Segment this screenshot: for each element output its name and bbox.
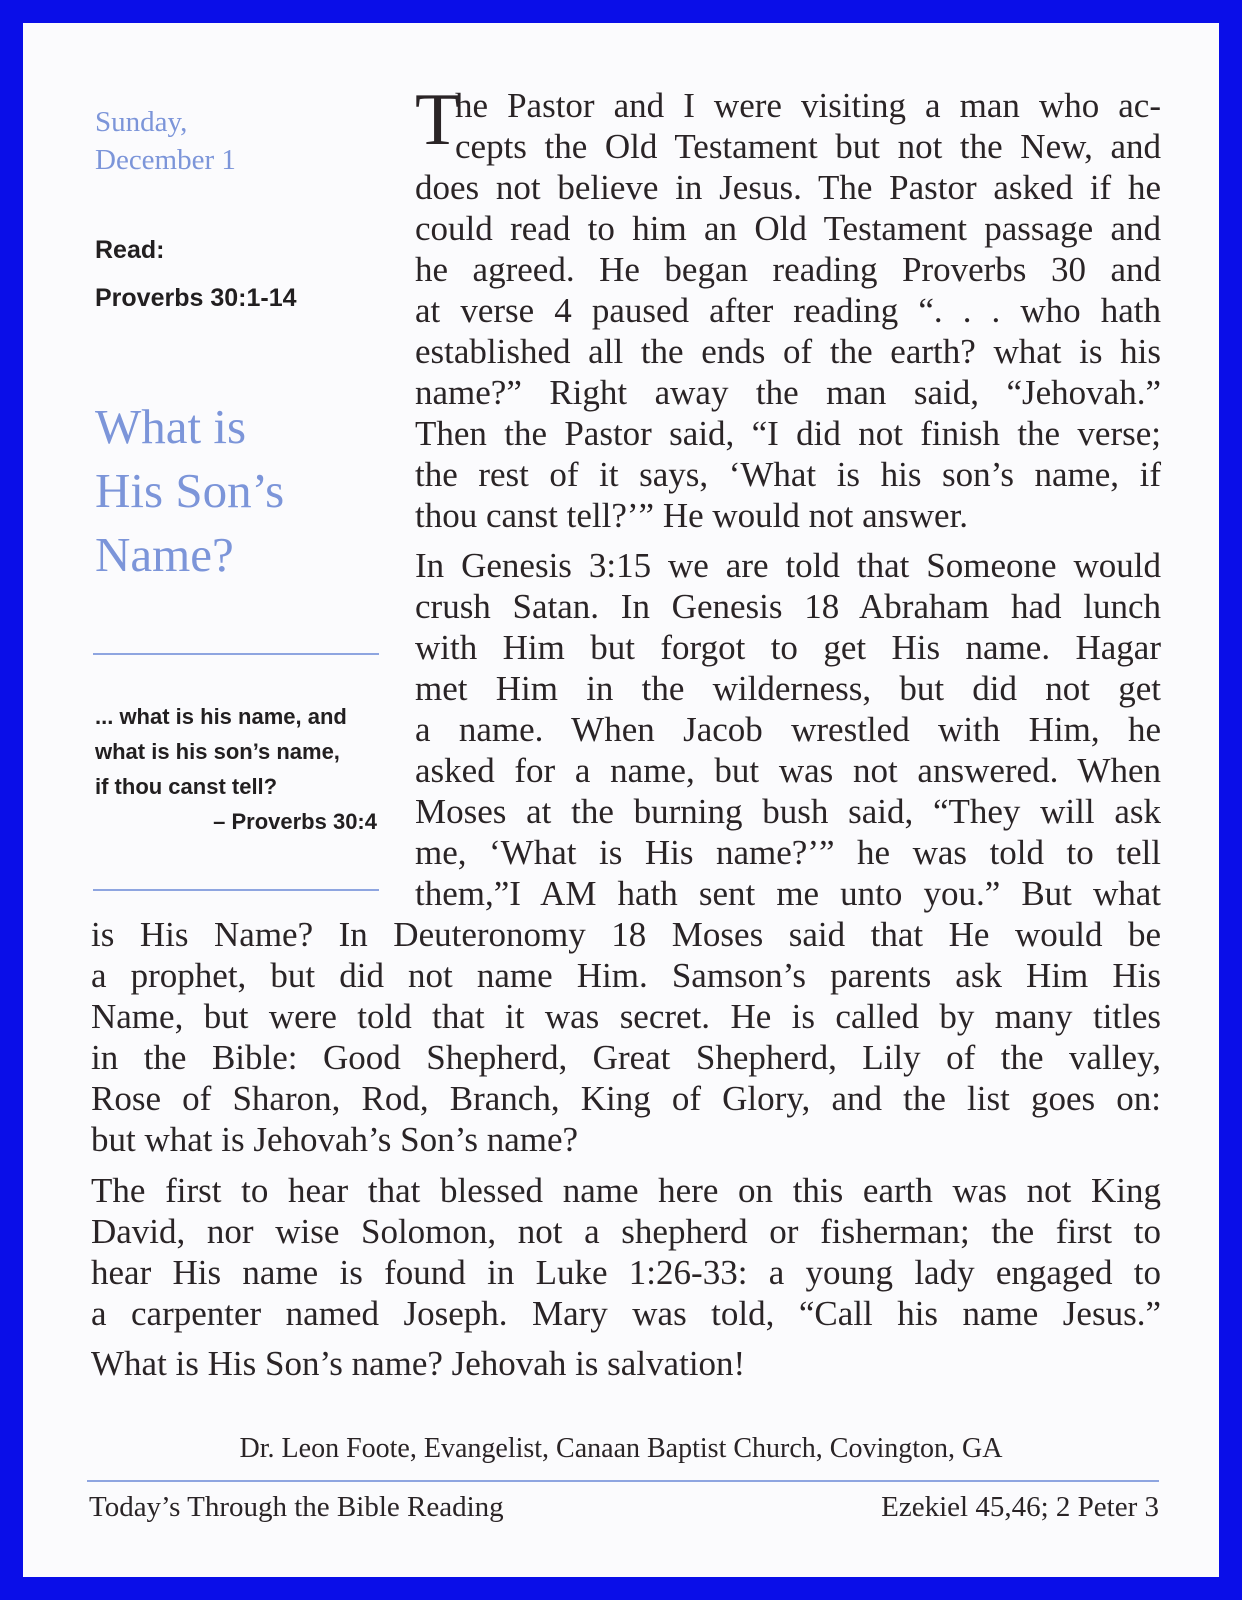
footer-reading-label: Today’s Through the Bible Reading [89,1491,504,1523]
text-line: Name, but were told that it was secret. He is called by many titles [91,997,1161,1036]
reading-assignment [95,226,297,322]
devotional-page [23,23,1219,1577]
paragraph-1 [415,79,1161,536]
text-line: Then the Pastor said, “I did not finish the verse; [415,414,1161,453]
day-label: Sunday, [95,106,188,138]
key-verse [95,699,377,839]
verse-line: if thou canst tell? [95,774,278,799]
sidebar-divider-bottom [93,889,379,891]
text-line: with Him but forgot to get His name. Hagar [415,628,1161,667]
paragraph-4 [91,1343,1161,1384]
text-line: in the Bible: Good Shepherd, Great Shepherd, Lily of the valley, [91,1038,1161,1077]
text-line: me, ‘What is His name?’” he was told to tell [415,833,1161,872]
text-line: a name. When Jacob wrestled with Him, he [415,710,1161,749]
text-line: Moses at the burning bush said, “They will ask [415,792,1161,831]
text-line: name?” Right away the man said, “Jehovah.” [415,373,1161,412]
text-line: Rose of Sharon, Rod, Branch, King of Glory, and the list goes on: [91,1079,1161,1118]
text-line: hear His name is found in Luke 1:26-33: a young lady engaged to [91,1253,1161,1292]
title-line: Name? [95,527,234,582]
paragraph-2 [415,545,1161,914]
text-line: established all the ends of the earth? what is his [415,332,1161,371]
text-line: a carpenter named Joseph. Mary was told, “Call his name Jesus.” [91,1294,1161,1333]
text-line: the rest of it says, ‘What is his son’s name, if [415,455,1161,494]
text-line: cepts the Old Testament but not the New, and [455,127,1161,166]
read-label: Read: [95,236,165,264]
footer-reading-passages: Ezekiel 45,46; 2 Peter 3 [881,1491,1159,1523]
text-line: is His Name? In Deuteronomy 18 Moses said that He would be [91,915,1161,954]
text-line: a prophet, but did not name Him. Samson’s parents ask Him His [91,956,1161,995]
verse-line: ... what is his name, and [95,704,347,729]
text-line: asked for a name, but was not answered. When [415,751,1161,790]
sidebar-divider-top [93,653,379,655]
text-line: In Genesis 3:15 we are told that Someone would [415,546,1161,585]
text-line: he Pastor and I were visiting a man who ac- [455,86,1161,125]
text-line: does not believe in Jesus. The Pastor asked if he [415,168,1161,207]
text-line: but what is Jehovah’s Son’s name? [91,1120,579,1159]
title-line: His Son’s [95,463,285,518]
text-line: David, nor wise Solomon, not a shepherd or fisherman; the first to [91,1212,1161,1251]
closing-line: What is His Son’s name? Jehovah is salvation! [91,1344,746,1383]
text-line: at verse 4 paused after reading “. . . who hath [415,291,1161,330]
text-line: The first to hear that blessed name here on this earth was not King [91,1171,1161,1210]
text-line: he agreed. He began reading Proverbs 30 and [415,250,1161,289]
date-label: December 1 [95,144,236,176]
verse-line: what is his son’s name, [95,739,340,764]
text-line: thou canst tell?’” He would not answer. [415,496,969,535]
verse-reference: – Proverbs 30:4 [213,809,377,834]
date-heading [95,103,236,179]
read-passage: Proverbs 30:1-14 [95,284,297,312]
page-title [95,395,284,587]
author-credit: Dr. Leon Foote, Evangelist, Canaan Baptist Church, Covington, GA [239,1433,1003,1464]
paragraph-3 [91,1170,1161,1334]
text-line: met Him in the wilderness, but did not get [415,669,1161,708]
text-line: could read to him an Old Testament passage and [415,209,1161,248]
drop-cap: T [415,79,461,161]
title-line: What is [95,399,247,454]
footer-divider [87,1480,1159,1482]
paragraph-2-continued [91,914,1161,1160]
text-line: them,”I AM hath sent me unto you.” But what [415,874,1161,913]
text-line: crush Satan. In Genesis 18 Abraham had lunch [415,587,1161,626]
